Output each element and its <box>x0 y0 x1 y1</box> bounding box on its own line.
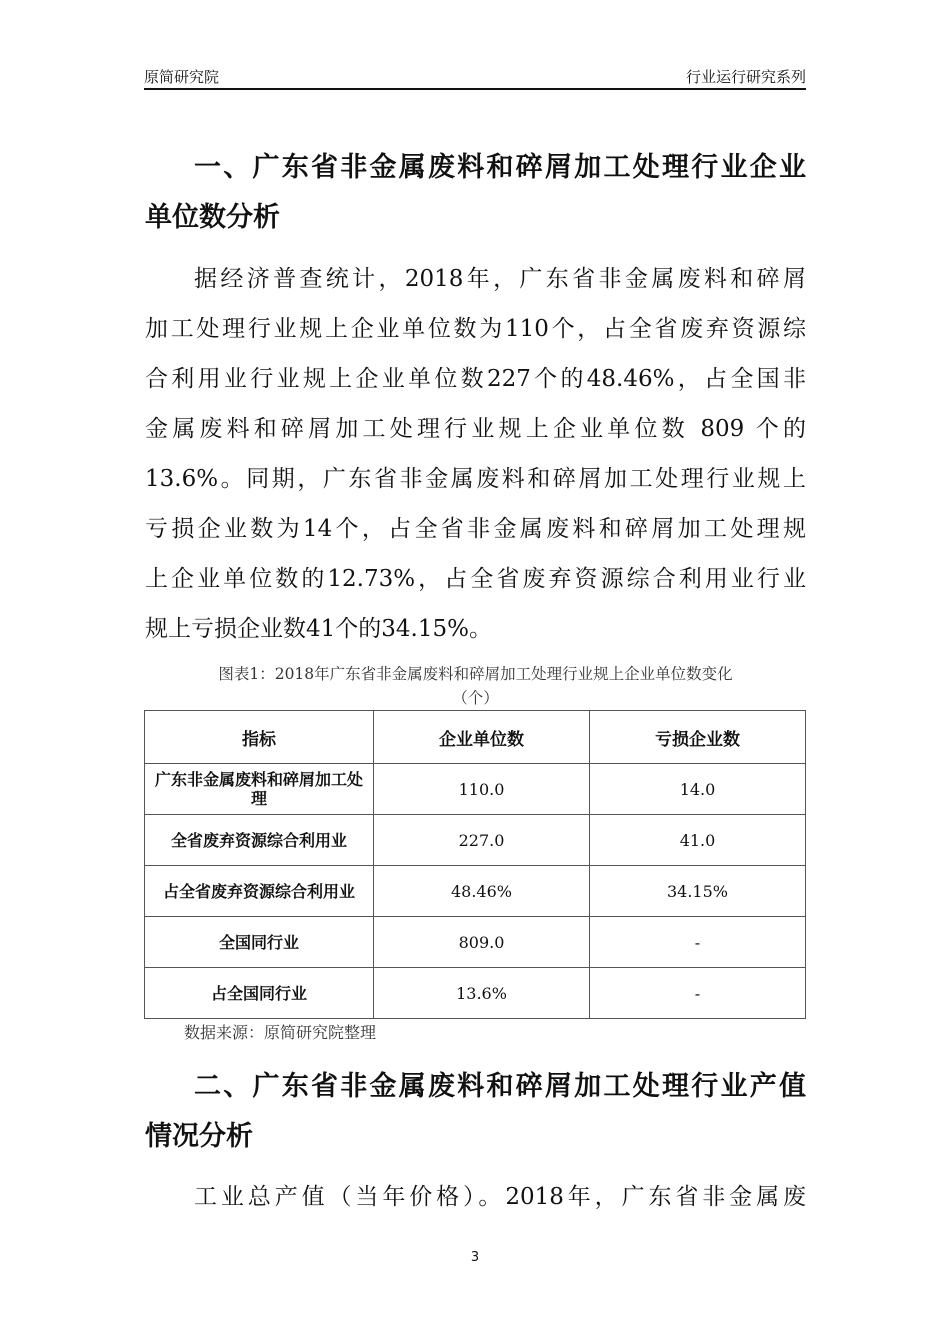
page-number: 3 <box>470 1250 480 1265</box>
body-line: 工业总产值（当年价格）。2018年，广东省非金属废 <box>194 1184 806 1210</box>
row-label: 占全省废弃资源综合利用业 <box>145 866 374 917</box>
body-line: 加工处理行业规上企业单位数为110个，占全省废弃资源综 <box>145 316 806 342</box>
body-line: 上企业单位数的12.73%，占全省废弃资源综合利用业行业 <box>145 566 806 592</box>
cell: 13.6% <box>374 968 590 1019</box>
table-row <box>145 968 806 1019</box>
table-row <box>145 917 806 968</box>
row-label: 占全国同行业 <box>145 968 374 1019</box>
cell: 41.0 <box>590 815 806 866</box>
header-left: 原简研究院 <box>144 68 220 86</box>
section1-title: 一、广东省非金属废料和碎屑加工处理行业企业 <box>194 152 806 183</box>
table-caption-unit: （个） <box>452 689 499 707</box>
cell: 34.15% <box>590 866 806 917</box>
body-line: 合利用业行业规上企业单位数227个的48.46%，占全国非 <box>145 366 806 392</box>
row-label: 广东非金属废料和碎屑加工处理 <box>145 764 374 815</box>
section1-title: 单位数分析 <box>145 202 280 233</box>
cell: 809.0 <box>374 917 590 968</box>
cell: - <box>590 917 806 968</box>
header-rule <box>144 88 806 90</box>
body-line: 规上亏损企业数41个的34.15%。 <box>145 616 492 642</box>
body-line: 13.6%。同期，广东省非金属废料和碎屑加工处理行业规上 <box>145 466 806 492</box>
table-row <box>145 764 806 815</box>
cell: 110.0 <box>374 764 590 815</box>
table-row <box>145 815 806 866</box>
cell: - <box>590 968 806 1019</box>
column-header: 企业单位数 <box>374 711 590 764</box>
section2-title: 二、广东省非金属废料和碎屑加工处理行业产值 <box>194 1071 806 1102</box>
data-source: 数据来源：原简研究院整理 <box>184 1023 377 1042</box>
table-row <box>145 866 806 917</box>
data-table <box>144 710 806 1019</box>
row-label: 全国同行业 <box>145 917 374 968</box>
table-caption: 图表1：2018年广东省非金属废料和碎屑加工处理行业规上企业单位数变化 <box>218 665 733 683</box>
row-label: 全省废弃资源综合利用业 <box>145 815 374 866</box>
section2-title: 情况分析 <box>145 1121 253 1152</box>
body-line: 亏损企业数为14个，占全省非金属废料和碎屑加工处理规 <box>145 516 806 542</box>
header-right: 行业运行研究系列 <box>685 68 806 86</box>
table-header-row <box>145 711 806 764</box>
body-line: 据经济普查统计，2018年，广东省非金属废料和碎屑 <box>194 266 806 292</box>
cell: 14.0 <box>590 764 806 815</box>
column-header: 指标 <box>145 711 374 764</box>
cell: 227.0 <box>374 815 590 866</box>
column-header: 亏损企业数 <box>590 711 806 764</box>
body-line: 金属废料和碎屑加工处理行业规上企业单位数 809 个的 <box>145 416 806 442</box>
cell: 48.46% <box>374 866 590 917</box>
